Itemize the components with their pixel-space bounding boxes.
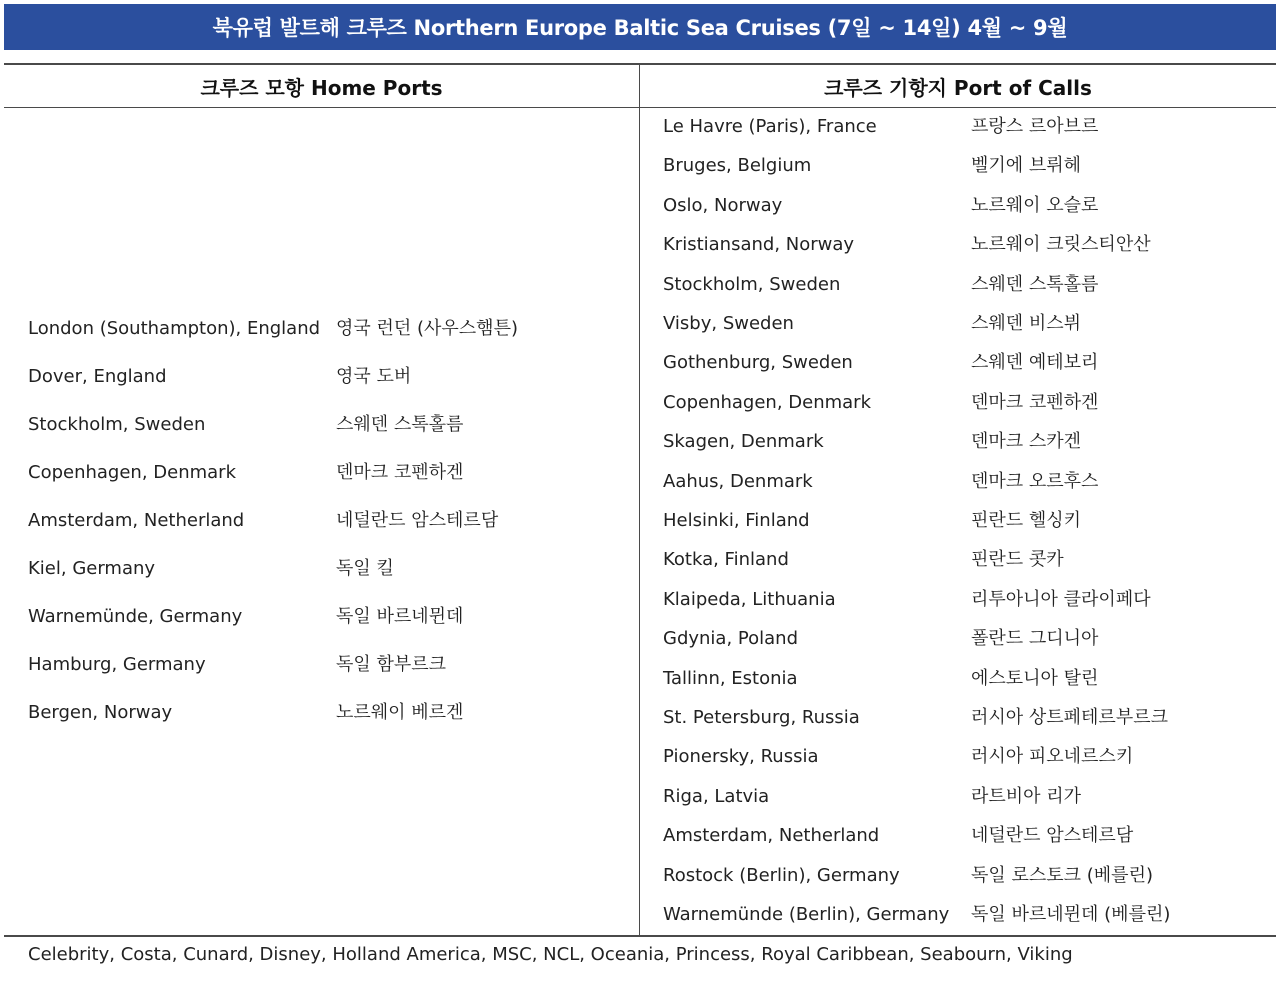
port-name-korean: 네덜란드 암스테르담 — [336, 510, 499, 531]
port-name-english: Skagen, Denmark — [663, 431, 824, 453]
port-of-call-row — [663, 310, 1271, 338]
port-name-english: Bruges, Belgium — [663, 155, 812, 177]
port-of-call-row — [663, 822, 1271, 850]
port-name-korean: 에스토니아 탈린 — [971, 667, 1099, 689]
port-of-call-row — [663, 113, 1271, 141]
port-name-english: Le Havre (Paris), France — [663, 116, 877, 137]
port-name-korean: 덴마크 코펜하겐 — [971, 391, 1099, 413]
page-title-banner — [4, 4, 1276, 50]
port-name-english: Pionersky, Russia — [663, 746, 819, 768]
port-of-calls-header — [640, 66, 1276, 106]
port-name-english: Copenhagen, Denmark — [663, 391, 872, 413]
port-of-call-row — [663, 665, 1271, 693]
port-name-korean: 노르웨이 오슬로 — [971, 194, 1099, 216]
port-name-korean: 핀란드 헬싱키 — [971, 510, 1082, 531]
port-name-english: Amsterdam, Netherland — [663, 825, 880, 847]
port-name-korean: 핀란드 콧카 — [971, 549, 1064, 571]
port-name-korean: 덴마크 스카겐 — [971, 431, 1082, 453]
port-name-korean: 노르웨이 베르겐 — [336, 702, 464, 723]
port-name-korean: 프랑스 르아브르 — [971, 116, 1099, 137]
column-divider — [639, 64, 640, 936]
port-name-korean: 리투아니아 클라이페다 — [971, 588, 1151, 610]
port-of-call-row — [663, 192, 1271, 220]
port-name-english: Gothenburg, Sweden — [663, 352, 853, 374]
home-port-row — [28, 411, 636, 439]
home-ports-header — [4, 66, 639, 106]
port-name-english: Kiel, Germany — [28, 558, 156, 579]
port-name-english: Klaipeda, Lithuania — [663, 588, 836, 610]
port-name-korean: 영국 도버 — [336, 366, 412, 387]
port-name-english: Gdynia, Poland — [663, 628, 798, 650]
port-name-korean: 독일 함부르크 — [336, 654, 447, 675]
port-of-call-row — [663, 901, 1271, 929]
home-port-row — [28, 507, 636, 535]
port-name-english: Riga, Latvia — [663, 785, 770, 807]
port-name-korean: 벨기에 브뤼헤 — [971, 155, 1082, 177]
home-port-row — [28, 315, 636, 343]
port-name-english: Aahus, Denmark — [663, 470, 813, 492]
port-name-english: Kotka, Finland — [663, 549, 789, 571]
port-name-korean: 독일 로스토크 (베를린) — [971, 864, 1153, 886]
home-port-row — [28, 363, 636, 391]
port-name-english: London (Southampton), England — [28, 318, 321, 339]
port-name-english: Bergen, Norway — [28, 702, 173, 723]
port-of-call-row — [663, 704, 1271, 732]
port-name-korean: 영국 런던 (사우스햄튼) — [336, 318, 518, 339]
port-of-call-row — [663, 546, 1271, 574]
cruise-lines-footer — [28, 940, 1073, 970]
port-name-english: Rostock (Berlin), Germany — [663, 864, 900, 886]
port-name-english: Copenhagen, Denmark — [28, 462, 237, 483]
port-of-call-row — [663, 507, 1271, 535]
port-of-call-row — [663, 271, 1271, 299]
port-of-call-row — [663, 349, 1271, 377]
home-ports-header-label: 크루즈 모항 Home Ports — [200, 75, 443, 100]
cruise-lines-text: Celebrity, Costa, Cunard, Disney, Holland America, MSC, NCL, Oceania, Princess, Royal Caribbean, Seabourn, Viking — [28, 944, 1073, 965]
port-name-korean: 러시아 상트페테르부르크 — [971, 707, 1168, 728]
port-name-korean: 독일 바르네뮌데 (베를린) — [971, 904, 1171, 925]
port-of-call-row — [663, 625, 1271, 653]
port-name-english: Warnemünde (Berlin), Germany — [663, 904, 950, 925]
port-of-call-row — [663, 468, 1271, 496]
port-name-english: Dover, England — [28, 366, 167, 387]
port-name-korean: 네덜란드 암스테르담 — [971, 825, 1134, 847]
port-name-korean: 스웨덴 스톡홀름 — [971, 273, 1099, 295]
port-name-english: Hamburg, Germany — [28, 654, 206, 675]
port-name-english: Visby, Sweden — [663, 313, 794, 334]
port-of-call-row — [663, 152, 1271, 180]
port-of-call-row — [663, 586, 1271, 614]
port-name-korean: 독일 킬 — [336, 558, 394, 579]
port-name-korean: 스웨덴 비스뷔 — [971, 313, 1082, 334]
port-name-korean: 스웨덴 스톡홀름 — [336, 414, 464, 435]
port-name-english: Helsinki, Finland — [663, 510, 810, 531]
port-name-korean: 스웨덴 예테보리 — [971, 352, 1099, 374]
port-name-korean: 독일 바르네뮌데 — [336, 606, 464, 627]
port-name-english: Kristiansand, Norway — [663, 234, 855, 256]
port-name-english: Stockholm, Sweden — [28, 414, 206, 435]
port-name-korean: 덴마크 코펜하겐 — [336, 462, 464, 483]
table-top-rule — [4, 63, 1276, 65]
port-of-call-row — [663, 389, 1271, 417]
port-name-english: Stockholm, Sweden — [663, 273, 841, 295]
port-name-korean: 러시아 피오네르스키 — [971, 746, 1134, 768]
port-of-call-row — [663, 783, 1271, 811]
header-bottom-rule — [4, 107, 1276, 108]
port-of-call-row — [663, 862, 1271, 890]
port-name-english: St. Petersburg, Russia — [663, 707, 860, 728]
port-name-english: Warnemünde, Germany — [28, 606, 243, 627]
port-name-korean: 폴란드 그디니아 — [971, 628, 1099, 650]
port-name-korean: 노르웨이 크릿스티안산 — [971, 234, 1151, 256]
home-port-row — [28, 651, 636, 679]
home-port-row — [28, 603, 636, 631]
port-name-english: Oslo, Norway — [663, 194, 783, 216]
port-name-korean: 라트비아 리가 — [971, 785, 1082, 807]
table-bottom-rule — [4, 935, 1276, 937]
home-port-row — [28, 459, 636, 487]
port-of-call-row — [663, 231, 1271, 259]
home-port-row — [28, 555, 636, 583]
home-port-row — [28, 699, 636, 727]
port-name-english: Tallinn, Estonia — [663, 667, 798, 689]
port-name-korean: 덴마크 오르후스 — [971, 470, 1099, 492]
port-of-call-row — [663, 743, 1271, 771]
port-name-english: Amsterdam, Netherland — [28, 510, 245, 531]
port-of-calls-header-label: 크루즈 기항지 Port of Calls — [824, 75, 1092, 100]
page-title: 북유럽 발트해 크루즈 Northern Europe Baltic Sea Cruises (7일 ~ 14일) 4월 ~ 9월 — [212, 16, 1068, 40]
port-of-call-row — [663, 428, 1271, 456]
